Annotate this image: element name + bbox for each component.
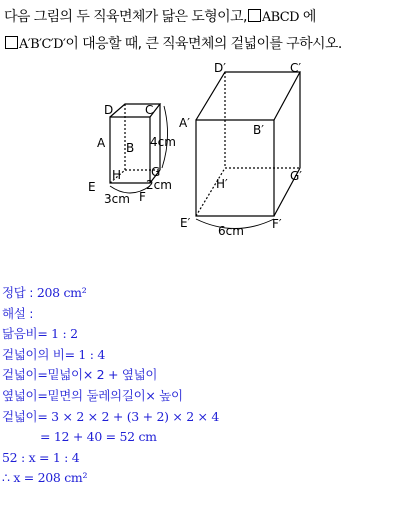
question-line-1 xyxy=(4,4,398,31)
square-symbol-icon xyxy=(5,36,18,49)
large-width-label: 6cm xyxy=(218,224,244,238)
question-line-1-text: 다음 그림의 두 직육면체가 닮은 도형이고, xyxy=(4,9,247,25)
explanation-line xyxy=(2,386,398,407)
explanation-text: 겉넓이 xyxy=(2,408,38,424)
vertex-F-prime: F′ xyxy=(272,217,282,231)
explanation-text: 닮음비 xyxy=(2,326,38,342)
explanation-header xyxy=(2,304,398,325)
large-labels xyxy=(179,61,302,238)
explanation-math: = 3 × 2 × 2 + (3 + 2) × 2 × 4 xyxy=(37,408,220,424)
small-depth-label: 2cm xyxy=(146,178,172,192)
large-hidden-diagonal xyxy=(196,168,225,216)
explanation-math: = 1 : 4 xyxy=(64,346,105,362)
vertex-H-prime: H′ xyxy=(216,177,228,191)
explanation-line xyxy=(2,448,398,469)
vertex-G-prime: G′ xyxy=(290,169,303,183)
vertex-H: H xyxy=(112,168,122,182)
vertex-E: E xyxy=(88,180,96,194)
explanation-text: 옆넓이=밑면의 둘레의길이× 높이 xyxy=(2,387,183,403)
small-width-label: 3cm xyxy=(104,192,130,206)
explanation-text: 겉넓이의 비 xyxy=(2,346,65,362)
vertex-D: D xyxy=(104,103,114,117)
small-height-label: 4cm xyxy=(150,135,176,149)
vertex-G: G xyxy=(151,165,161,179)
cuboid-figure xyxy=(0,58,400,238)
explanation-math: = 1 : 2 xyxy=(37,326,78,342)
explanation-line xyxy=(2,324,398,345)
question-line-2-math: A′B′C′D′ xyxy=(19,37,66,52)
large-cuboid xyxy=(196,72,303,229)
vertex-E-prime: E′ xyxy=(180,216,191,230)
explanation-line xyxy=(2,345,398,366)
question-line-2 xyxy=(4,31,398,58)
explanation-line xyxy=(2,468,398,489)
square-symbol-icon xyxy=(248,9,261,22)
explanation-line xyxy=(2,407,398,428)
explanation-label: 해설 : xyxy=(2,305,34,321)
question-line-2-text: 이 대응할 때, 큰 직육면체의 겉넓이를 구하시오. xyxy=(65,36,342,52)
final-answer: ∴ x = 208 cm² xyxy=(2,470,88,486)
explanation-line xyxy=(2,365,398,386)
answer-line xyxy=(2,283,398,304)
answer-label: 정답 : xyxy=(2,285,34,300)
explanation-line xyxy=(2,427,398,448)
vertex-B: B xyxy=(126,141,135,155)
vertex-A: A xyxy=(97,136,106,150)
answer-value: 208 cm² xyxy=(36,285,87,300)
vertex-F: F xyxy=(139,190,146,204)
vertex-B-prime: B′ xyxy=(253,123,264,137)
explanation-math: = 12 + 40 = 52 cm xyxy=(40,429,157,445)
question-text xyxy=(4,4,398,58)
question-line-1-end: 에 xyxy=(302,9,316,25)
large-top-edges xyxy=(196,72,300,120)
explanation-math: 52 : x = 1 : 4 xyxy=(2,449,80,465)
vertex-D-prime: D′ xyxy=(214,61,226,75)
small-labels xyxy=(88,103,176,206)
vertex-A-prime: A′ xyxy=(179,116,190,130)
explanation-text: 겉넓이=밑넓이× 2 + 옆넓이 xyxy=(2,367,158,383)
answer-section xyxy=(2,283,398,489)
vertex-C: C xyxy=(145,103,154,117)
question-line-1-math: ABCD xyxy=(261,10,299,25)
vertex-C-prime: C′ xyxy=(290,61,302,75)
